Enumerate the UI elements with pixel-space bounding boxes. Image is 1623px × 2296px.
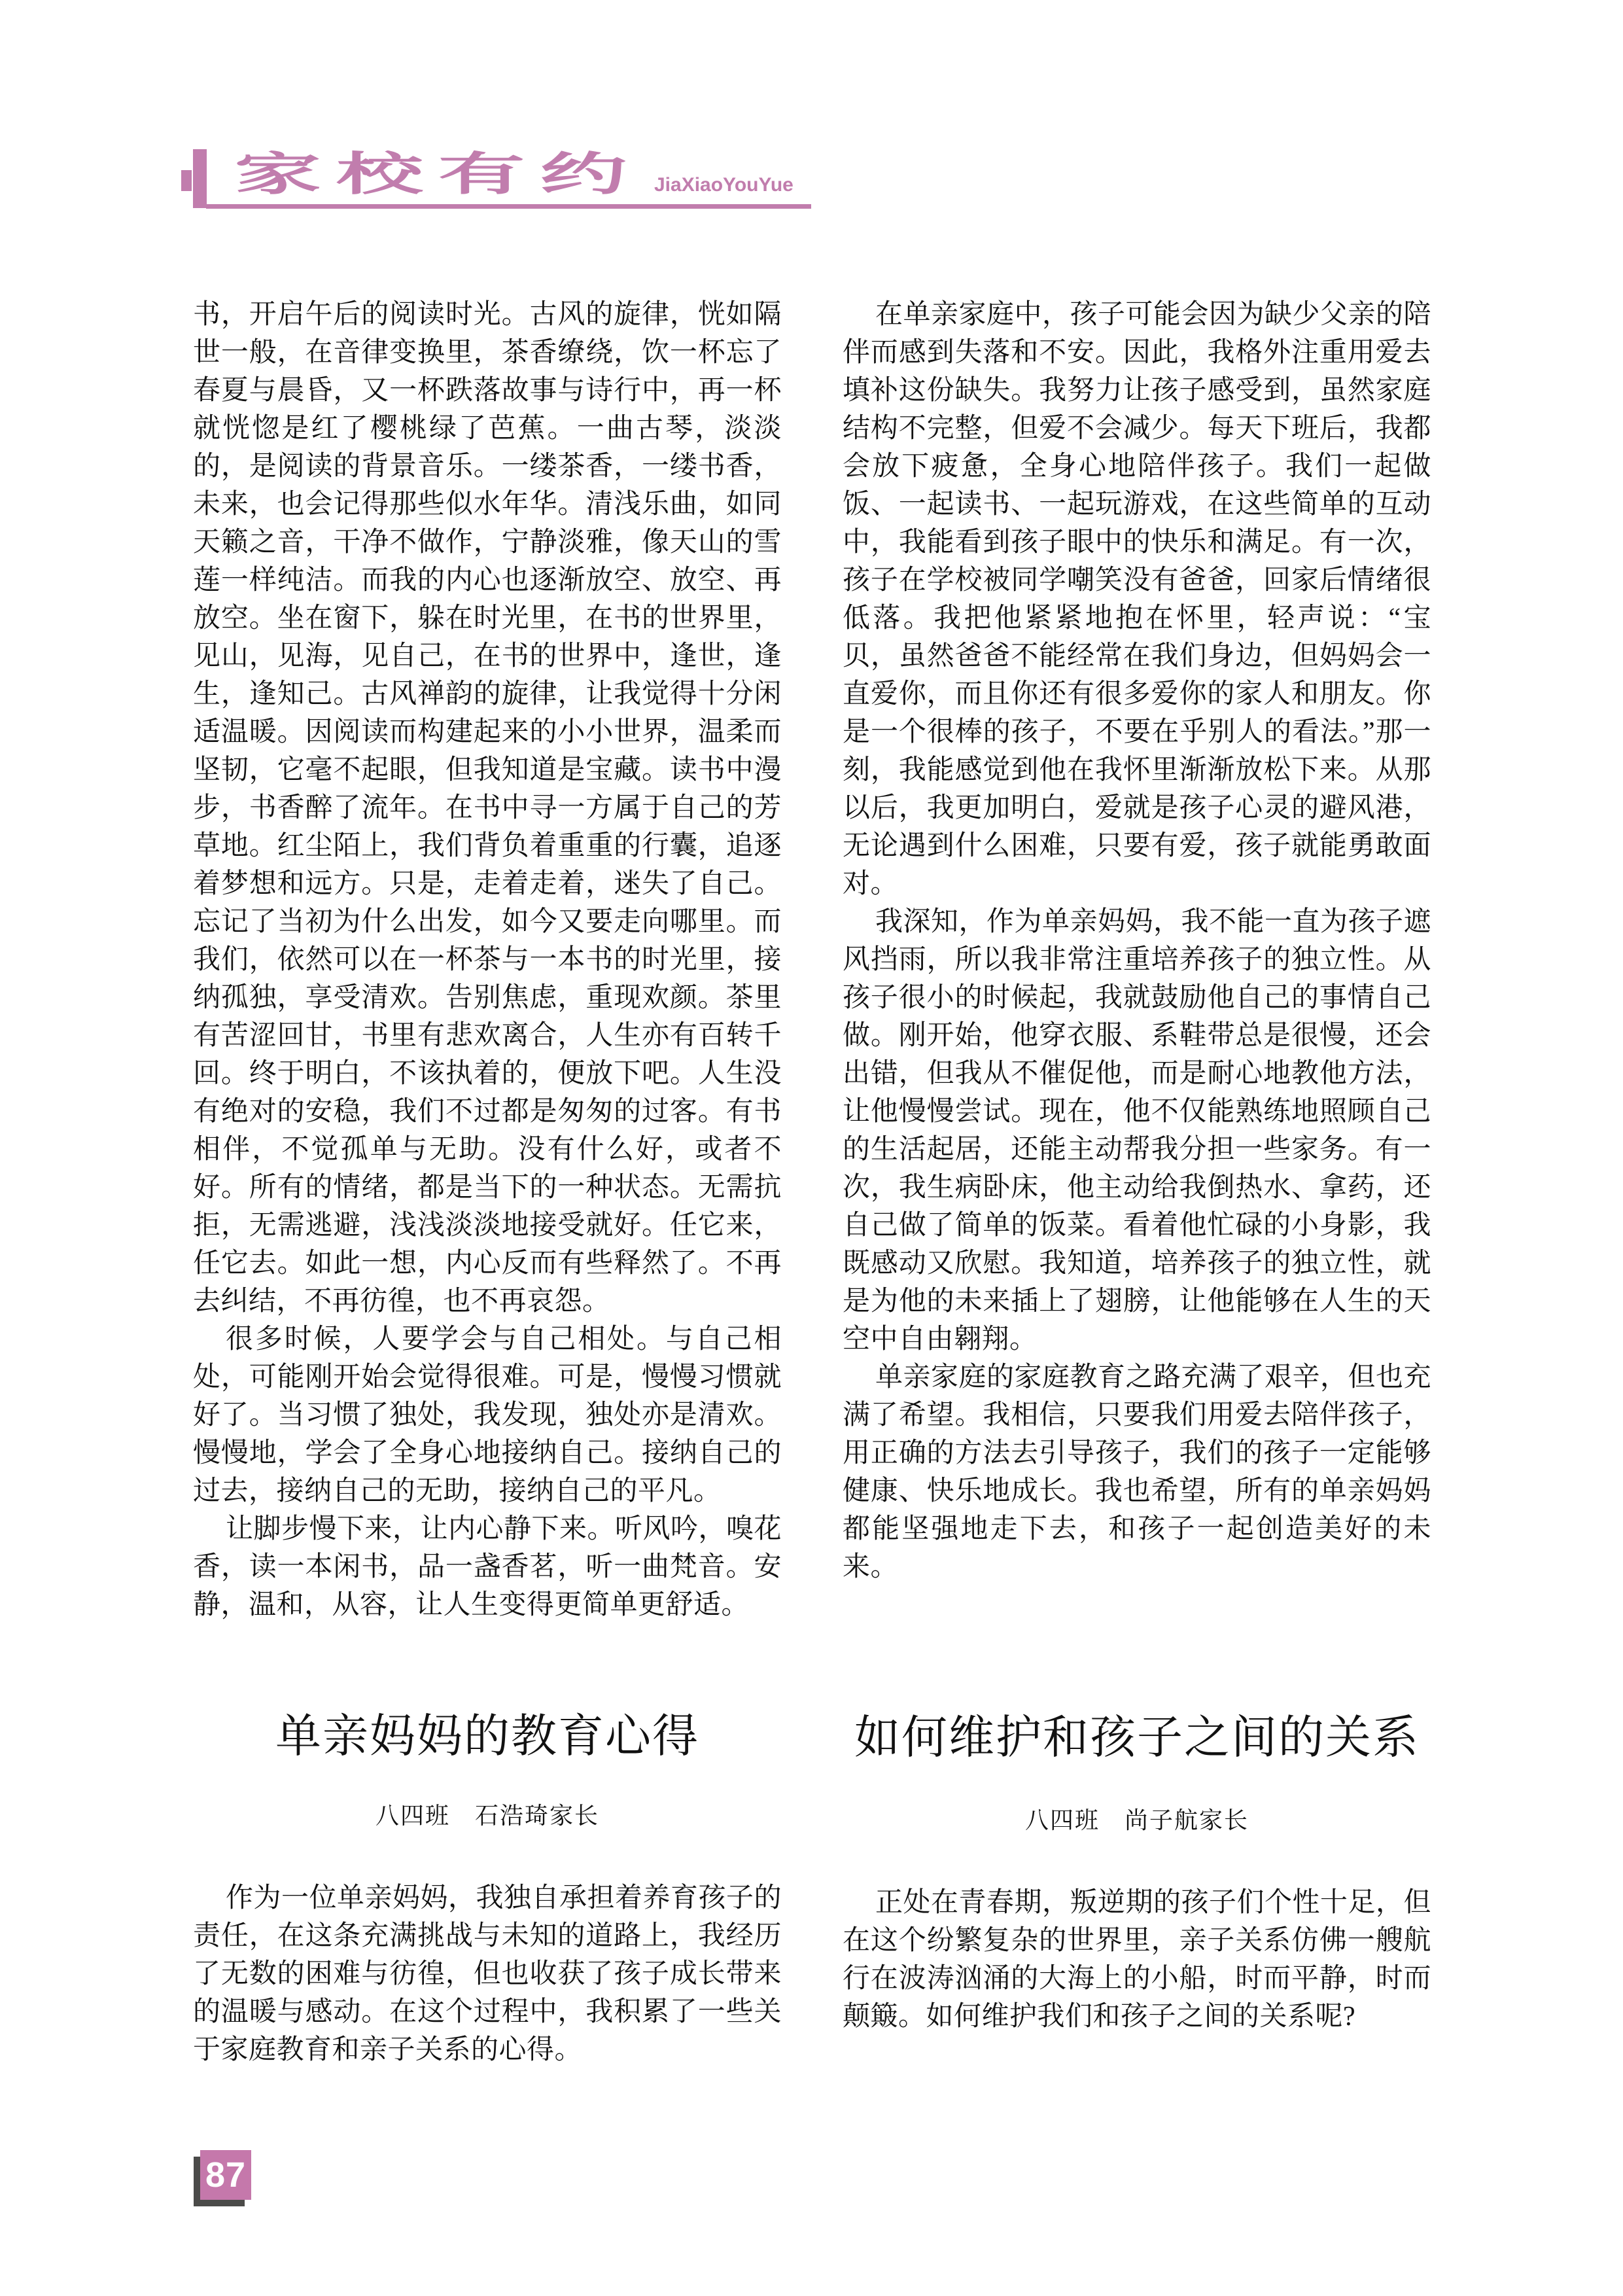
article-byline-right: 八四班 尚子航家长	[1024, 1807, 1249, 1833]
logo-square-small-icon	[181, 170, 192, 191]
page-number: 87	[205, 2155, 247, 2195]
right-paragraph: 单亲家庭的家庭教育之路充满了艰辛，但也充满了希望。我相信，只要我们用爱去陪伴孩子，用正确的方法去引导孩子，我们的孩子一定能够健康、快乐地成长。我也希望，所有的单亲妈妈都能坚强地走下去，和孩子一起创造美好的未来。	[843, 1362, 1432, 1582]
page-number-badge	[200, 2150, 251, 2200]
left-paragraph: 让脚步慢下来，让内心静下来。听风吟，嗅花香，读一本闲书，品一盏香茗，听一曲梵音。安静，温和，从容，让人生变得更简单更舒适。	[193, 1514, 782, 1620]
article-title-right: 如何维护和孩子之间的关系	[854, 1713, 1420, 1763]
left-paragraph-continuation: 书，开启午后的阅读时光。古风的旋律，恍如隔世一般，在音律变换里，茶香缭绕，饮一杯忘了春夏与晨昏，又一杯跌落故事与诗行中，再一杯就恍惚是红了樱桃绿了芭蕉。一曲古琴，淡淡的，是阅读的背景音乐。一缕茶香，一缕书香，未来，也会记得那些似水年华。清浅乐曲，如同天籁之音，干净不做作，宁静淡雅，像天山的雪莲一样纯洁。而我的内心也逐渐放空、放空、再放空。坐在窗下，躲在时光里，在书的世界里，见山，见海，见自己，在书的世界中，逢世，逢生，逢知己。古风禅韵的旋律，让我觉得十分闲适温暖。因阅读而构建起来的小小世界，温柔而坚韧，它毫不起眼，但我知道是宝藏。读书中漫步，书香醉了流年。在书中寻一方属于自己的芳草地。红尘陌上，我们背负着重重的行囊，追逐着梦想和远方。只是，走着走着，迷失了自己。忘记了当初为什么出发，如今又要走向哪里。而我们，依然可以在一杯茶与一本书的时光里，接纳孤独，享受清欢。告别焦虑，重现欢颜。茶里有苦涩回甘，书里有悲欢离合，人生亦有百转千回。终于明白，不该执着的，便放下吧。人生没有绝对的安稳，我们不过都是匆匆的过客。有书相伴，不觉孤单与无助。没有什么好，或者不好。所有的情绪，都是当下的一种状态。无需抗拒，无需逃避，浅浅淡淡地接受就好。任它来，任它去。如此一想，内心反而有些释然了。不再去纠结，不再彷徨，也不再哀怨。	[193, 300, 782, 1316]
left-column	[193, 296, 782, 2069]
section-logo-title: 家校有约	[234, 149, 642, 200]
article-title-left: 单亲妈妈的教育心得	[275, 1712, 699, 1762]
right-paragraph: 我深知，作为单亲妈妈，我不能一直为孩子遮风挡雨，所以我非常注重培养孩子的独立性。从孩子很小的时候起，我就鼓励他自己的事情自己做。刚开始，他穿衣服、系鞋带总是很慢，还会出错，但我从不催促他，而是耐心地教他方法，让他慢慢尝试。现在，他不仅能熟练地照顾自己的生活起居，还能主动帮我分担一些家务。有一次，我生病卧床，他主动给我倒热水、拿药，还自己做了简单的饭菜。看着他忙碌的小身影，我既感动又欣慰。我知道，培养孩子的独立性，就是为他的未来插上了翅膀，让他能够在人生的天空中自由翱翔。	[843, 907, 1432, 1354]
left-article-paragraph: 作为一位单亲妈妈，我独自承担着养育孩子的责任，在这条充满挑战与未知的道路上，我经历了无数的困难与彷徨，但也收获了孩子成长带来的温暖与感动。在这个过程中，我积累了一些关于家庭教育和亲子关系的心得。	[193, 1883, 782, 2065]
page-header	[0, 0, 1623, 216]
header-rule	[206, 204, 811, 209]
left-paragraph: 很多时候，人要学会与自己相处。与自己相处，可能刚开始会觉得很难。可是，慢慢习惯就好了。当习惯了独处，我发现，独处亦是清欢。慢慢地，学会了全身心地接纳自己。接纳自己的过去，接纳自己的无助，接纳自己的平凡。	[193, 1324, 782, 1506]
right-article-paragraph: 正处在青春期，叛逆期的孩子们个性十足，但在这个纷繁复杂的世界里，亲子关系仿佛一艘航行在波涛汹涌的大海上的小船，时而平静，时而颠簸。如何维护我们和孩子之间的关系呢?	[843, 1888, 1432, 2032]
section-logo-pinyin: JiaXiaoYouYue	[654, 174, 794, 196]
right-column	[843, 296, 1431, 2036]
logo-square-big-icon	[193, 149, 207, 208]
article-byline-left: 八四班 石浩琦家长	[375, 1803, 599, 1829]
right-paragraph: 在单亲家庭中，孩子可能会因为缺少父亲的陪伴而感到失落和不安。因此，我格外注重用爱去填补这份缺失。我努力让孩子感受到，虽然家庭结构不完整，但爱不会减少。每天下班后，我都会放下疲惫，全身心地陪伴孩子。我们一起做饭、一起读书、一起玩游戏，在这些简单的互动中，我能看到孩子眼中的快乐和满足。有一次，孩子在学校被同学嘲笑没有爸爸，回家后情绪很低落。我把他紧紧地抱在怀里，轻声说：“宝贝，虽然爸爸不能经常在我们身边，但妈妈会一直爱你，而且你还有很多爱你的家人和朋友。你是一个很棒的孩子，不要在乎别人的看法。”那一刻，我能感觉到他在我怀里渐渐放松下来。从那以后，我更加明白，爱就是孩子心灵的避风港，无论遇到什么困难，只要有爱，孩子就能勇敢面对。	[843, 300, 1432, 899]
